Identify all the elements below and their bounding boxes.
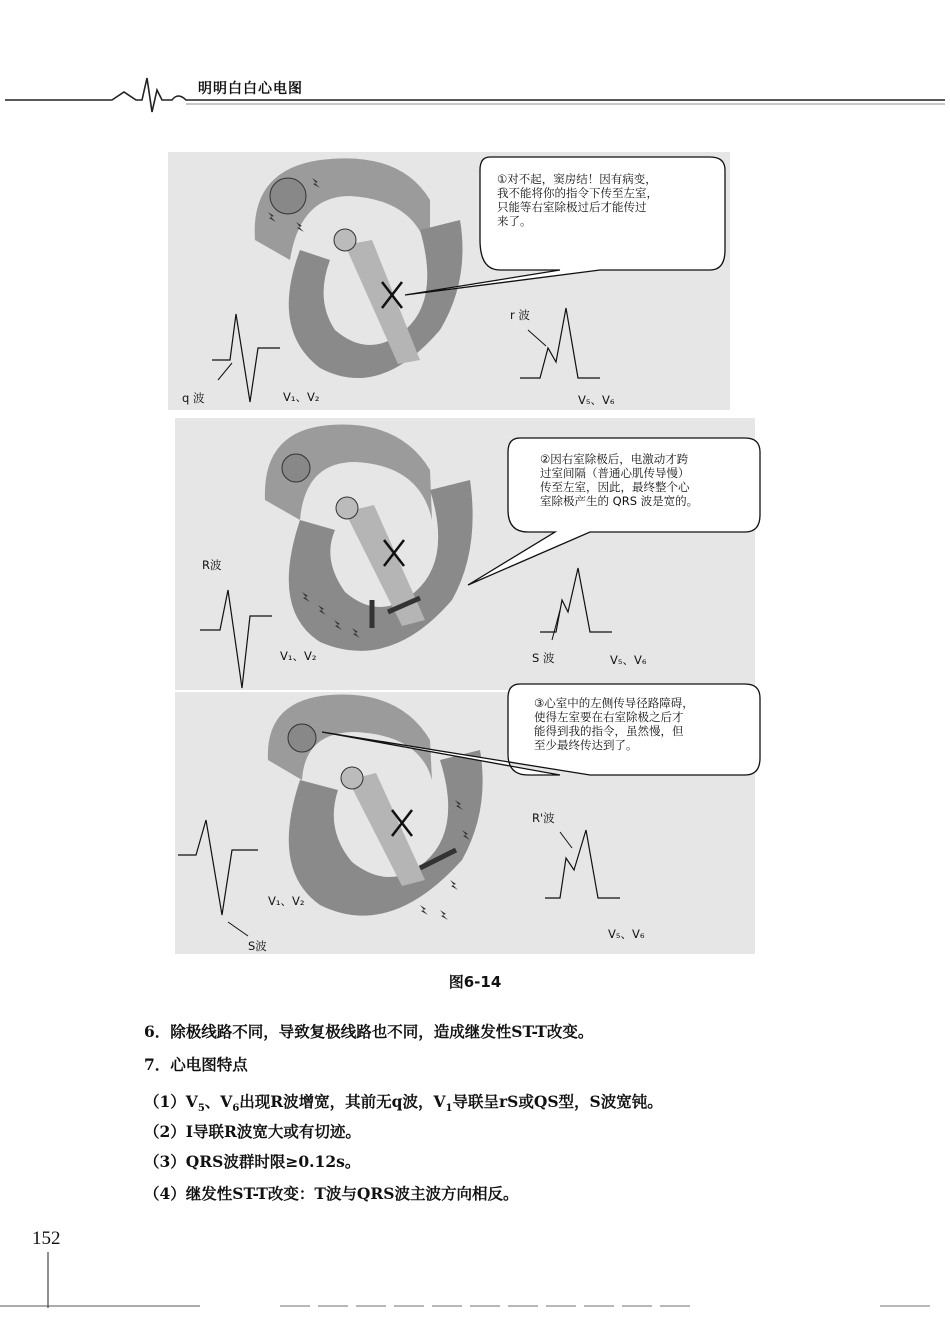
- text-run: （1）V: [144, 1092, 198, 1111]
- panel3-right-leads: V₅、V₆: [608, 927, 645, 941]
- bubble-line: 室除极产生的 QRS 波是宽的。: [540, 494, 699, 508]
- bubble-line: 能得到我的指令，虽然慢，但: [534, 724, 684, 738]
- bubble-line: ②因右室除极后，电激动才跨: [540, 452, 689, 466]
- panel3-bubble-text: [534, 696, 749, 752]
- panel2-right-leads: V₅、V₆: [610, 653, 647, 667]
- bubble-line: 至少最终传达到了。: [534, 738, 638, 752]
- panel1-right-leads: V₅、V₆: [578, 393, 615, 407]
- subscript: 5: [197, 1103, 205, 1115]
- bubble-line: 我不能将你的指令下传至左室，: [497, 186, 658, 200]
- sinus-node-face-icon: [270, 178, 306, 214]
- item-6: 6．除极线路不同，导致复极线路也不同，造成继发性ST-T改变。: [144, 1022, 594, 1041]
- panel2-left-leads: V₁、V₂: [280, 649, 317, 663]
- point-1: [144, 1090, 663, 1114]
- panel2-left-wave-label: R波: [202, 558, 222, 572]
- av-node-face-icon: [334, 229, 356, 251]
- bubble-line: ①对不起，窦房结！因有病变，: [497, 172, 657, 186]
- panel3-right-wave-label: R'波: [532, 811, 555, 825]
- point-4: （4）继发性ST-T改变：T波与QRS波主波方向相反。: [144, 1184, 519, 1203]
- text-run: 导联呈rS或QS型，S波宽钝。: [452, 1092, 663, 1111]
- sinus-node-face-icon: [282, 454, 310, 482]
- text-run: 出现R波增宽，其前无q波，V: [239, 1092, 446, 1111]
- panel2-bubble-text: [540, 452, 755, 508]
- av-node-face-icon: [336, 497, 358, 519]
- subscript: 6: [232, 1103, 240, 1115]
- point-3: （3）QRS波群时限≥0.12s。: [144, 1152, 361, 1171]
- page-number: 152: [32, 1228, 61, 1249]
- panel1-bubble-text: [497, 172, 722, 228]
- av-node-face-icon: [341, 767, 363, 789]
- bubble-line: 过室间隔（普通心肌传导慢）: [540, 466, 690, 480]
- bubble-line: 只能等右室除极过后才能传过: [497, 200, 647, 214]
- bubble-line: 使得左室要在右室除极之后才: [534, 710, 684, 724]
- sinus-node-face-icon: [288, 724, 316, 752]
- figure-caption: 图6-14: [448, 973, 502, 991]
- footer-rule: [0, 1248, 950, 1335]
- panel1-left-wave-label: q 波: [182, 391, 205, 405]
- panel3-left-wave-label: S波: [248, 939, 267, 953]
- item-7-heading: 7．心电图特点: [144, 1055, 248, 1074]
- header-title: 明明白白心电图: [198, 81, 303, 97]
- bubble-line: 来了。: [497, 214, 532, 228]
- panel3-left-leads: V₁、V₂: [268, 894, 305, 908]
- point-2: （2）Ⅰ导联R波宽大或有切迹。: [144, 1122, 361, 1141]
- bubble-line: 传至左室，因此，最终整个心: [540, 480, 690, 494]
- text-run: 、V: [204, 1092, 233, 1111]
- panel1-left-leads: V₁、V₂: [283, 390, 320, 404]
- panel1-right-wave-label: r 波: [510, 308, 530, 322]
- panel2-right-wave-label: S 波: [532, 651, 555, 665]
- subscript: 1: [445, 1103, 453, 1115]
- bubble-line: ③心室中的左侧传导径路障碍，: [534, 696, 694, 710]
